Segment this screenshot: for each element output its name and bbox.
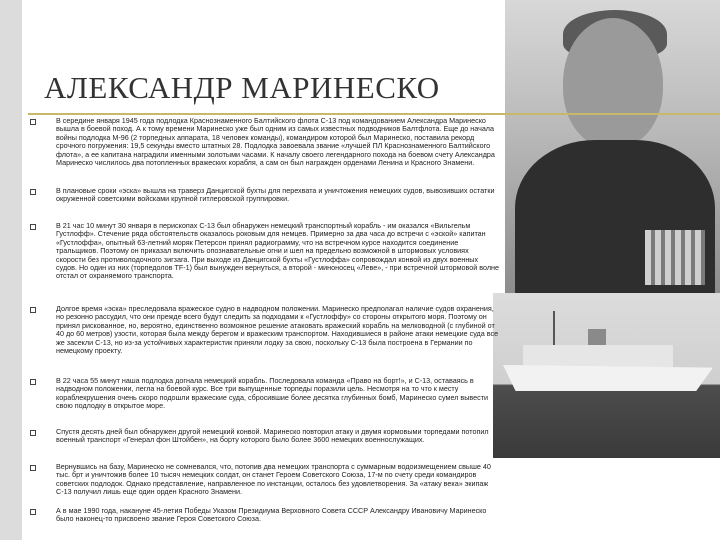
bullet-item — [30, 305, 500, 355]
bullet-item — [30, 428, 500, 445]
bullet-marker-icon — [30, 428, 56, 445]
portrait-medals — [645, 230, 705, 285]
left-decor-bar — [0, 0, 22, 540]
bullet-item — [30, 222, 500, 281]
bullet-marker-icon — [30, 117, 56, 167]
bullet-marker-icon — [30, 463, 56, 497]
bullet-text: Спустя десять дней был обнаружен другой немецкий конвой. Маринеско повторил атаку и двумя кормовыми торпедами потопил военный транспорт «Генерал фон Штойбен», на борту которого было более 3600 немецких военнослужащих. — [56, 427, 489, 445]
bullet-text: В плановые сроки «эска» вышла на траверз Данцигской бухты для перехвата и уничтожения немецких судов, вывозивших остатки окруженной советскими войсками крупной гитлеровской группировки. — [56, 186, 495, 204]
bullet-text: А в мае 1990 года, накануне 45-летия Победы Указом Президиума Верховного Совета СССР Александру Ивановичу Маринеско было наконец-то присвоено звание Героя Советского Союза. — [56, 506, 487, 524]
portrait-face — [563, 18, 663, 148]
bullet-marker-icon — [30, 305, 56, 355]
bullet-text: В 21 час 10 минут 30 января в перископах С-13 был обнаружен немецкий транспортный корабль - им оказался «Вильгельм Густлофф». Стечение ряда обстоятельств оказалось роковым для немцев. Примерно за два часа до встречи с «эской» капитан «Густлоффа», опытный 63-летний моряк Петерсон принял радиограмму, что на встречном курсе находится соединение тральщиков. Поэтому он приказал включить опознавательные огни и шел на предельно возможной в штормовых условиях скорости без противолодочного зигзага. При выходе из Данцигской бухты «Густлоффа» сопровождал конвой из двух военных судов. Но один из них (торпедолов TF-1) был вынужден вернуться, а второй - миноносец «Леве», - при встречной штормовой волне отстал от охраняемого транспорта. — [56, 221, 500, 281]
title-underline — [28, 113, 720, 115]
portrait-photo — [505, 0, 720, 300]
bullet-marker-icon — [30, 222, 56, 281]
ship-photo — [493, 293, 720, 458]
bullet-text: В 22 часа 55 минут наша подлодка догнала немецкий корабль. Последовала команда «Право на борт!», и С-13, оставаясь в надводном положении, легла на боевой курс. Все три выпущенные торпеды поразили цель. Несмотря на то что к месту кораблекрушения очень скоро подошли вражеские суда, сбросившие более десятка глубинных бомб, Маринеско сумел вывести свою подлодку в открытое море. — [56, 376, 489, 411]
bullet-text: Вернувшись на базу, Маринеско не сомневался, что, потопив два немецких транспорта с суммарным водоизмещением свыше 40 тыс. брт и уничтожив более 10 тысяч немецких солдат, он станет Героем Советского Союза, 17-м по счету среди командиров советских подлодок. Однако представление, направленное по инстанции, осталось без удовлетворения. За «атаку века» экипаж С-13 получил лишь еще один орден Красного Знамени. — [56, 462, 491, 497]
bullet-item — [30, 117, 500, 167]
bullet-item — [30, 377, 500, 411]
bullet-marker-icon — [30, 507, 56, 524]
ship-hull — [503, 365, 713, 391]
bullet-text: В середине января 1945 года подлодка Краснознаменного Балтийского флота С-13 под командованием Александра Маринеско вышла в боевой поход. А к тому времени Маринеско уже был одним из самых известных подводников Балтфлота. Еще до начала войны подлодка М-96 (2 торпедных аппарата, 18 человек команды), командиром которой был Маринеско, поставила рекорд срочного погружения: 19,5 секунды вместо штатных 28. Подлодка завоевала звание «лучшей ПЛ Краснознаменного Балтийского флота», а ее капитана наградили именными золотыми часами. К началу своего легендарного похода на боевом счету Александра Маринеско числилось два потопленных вражеских корабля, а сам он был награжден орденами Ленина и Красного Знамени. — [56, 116, 495, 168]
slide-title: АЛЕКСАНДР МАРИНЕСКО — [44, 70, 440, 105]
bullet-item — [30, 187, 500, 204]
ship-deck — [523, 345, 673, 367]
bullet-text: Долгое время «эска» преследовала вражеское судно в надводном положении. Маринеско предполагал наличие судов охранения, но резонно рассудил, что они прежде всего будут следить за подходами к «Густлоффу» со стороны открытого моря. Поэтому он принял рискованное, но, вероятно, единственно возможное решение атаковать вражеский корабль на мелководной (с глубиной от 40 до 60 метров) узости, которая была между берегом и вражеским транспортом. Находившиеся в районе атаки немецкие суда все же засекли С-13, но из-за устойчивых характеристик приняли лодку за свою, поскольку С-13 была построена в Германии по немецкому проекту. — [56, 304, 499, 356]
bullet-marker-icon — [30, 377, 56, 411]
ship-mast — [553, 311, 555, 347]
bullet-item — [30, 507, 500, 524]
bullet-item — [30, 463, 500, 497]
bullet-marker-icon — [30, 187, 56, 204]
